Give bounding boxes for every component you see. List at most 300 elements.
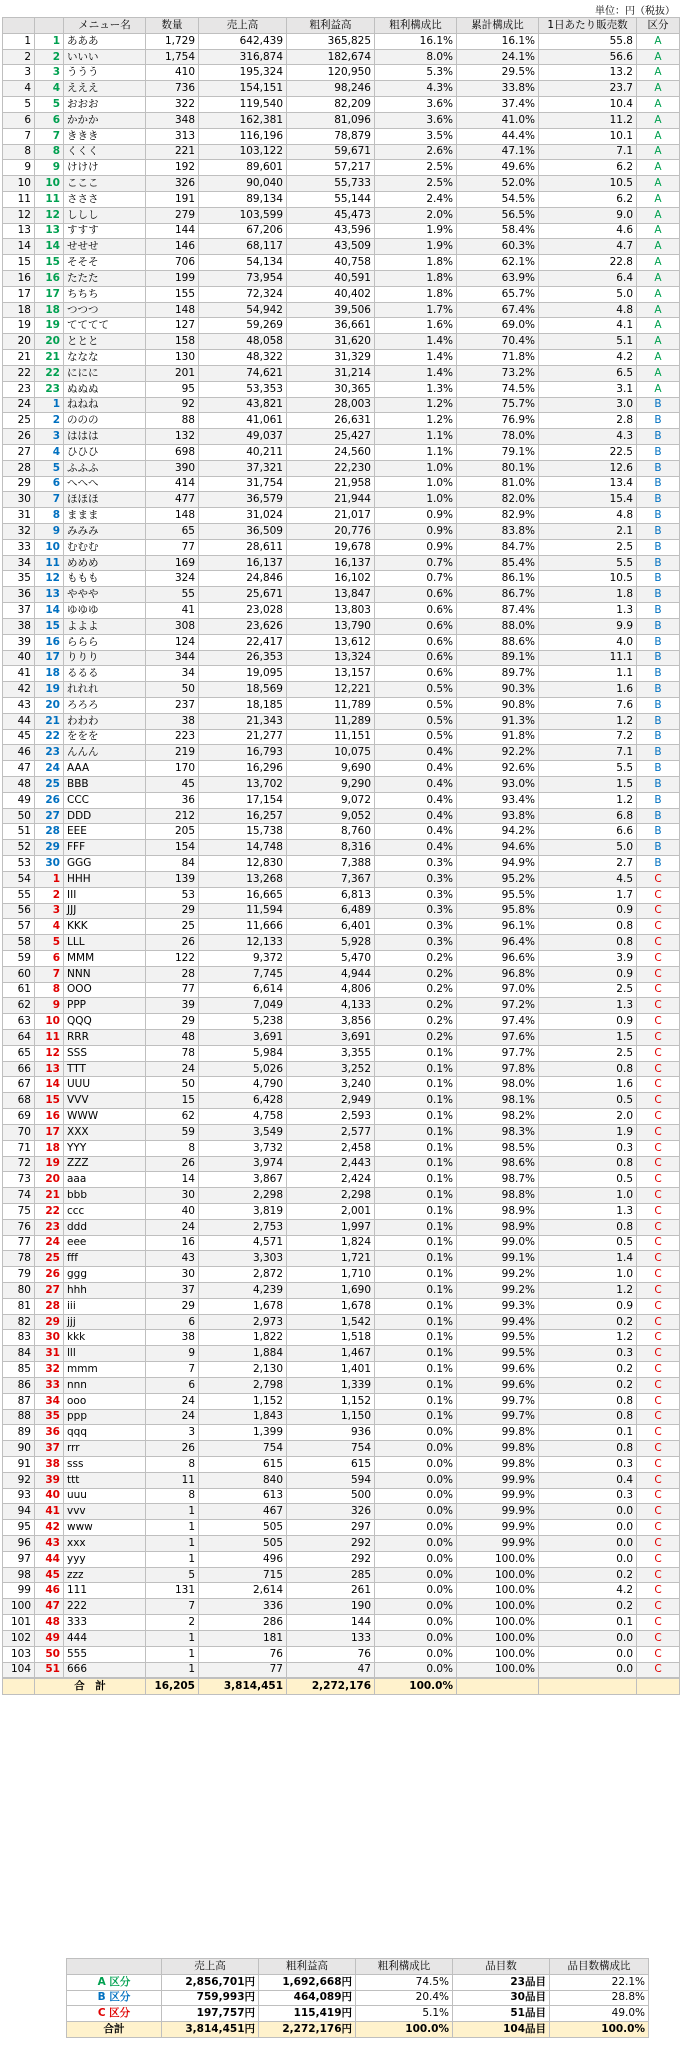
daily-sales-cell: 3.9 [539, 950, 637, 966]
row-number-cell: 52 [3, 840, 35, 856]
menu-name-cell: ううう [64, 65, 146, 81]
menu-name-cell: PPP [64, 998, 146, 1014]
profit-ratio-cell: 8.0% [375, 49, 457, 65]
cumulative-ratio-cell: 98.1% [457, 1093, 539, 1109]
menu-name-cell: NNN [64, 966, 146, 982]
menu-name-cell: ちちち [64, 286, 146, 302]
cumulative-ratio-cell: 98.3% [457, 1124, 539, 1140]
summary-items: 51品目 [453, 2006, 550, 2022]
row-number-cell: 31 [3, 508, 35, 524]
daily-sales-cell: 0.9 [539, 966, 637, 982]
class-cell: C [637, 966, 680, 982]
menu-name-cell: nnn [64, 1377, 146, 1393]
profit-ratio-cell: 0.1% [375, 1140, 457, 1156]
gross-profit-cell: 144 [287, 1615, 375, 1631]
daily-sales-cell: 0.8 [539, 935, 637, 951]
daily-sales-cell: 1.2 [539, 792, 637, 808]
table-row [3, 429, 680, 445]
daily-sales-cell: 2.1 [539, 524, 637, 540]
sales-cell: 2,298 [199, 1188, 287, 1204]
profit-ratio-cell: 0.1% [375, 1109, 457, 1125]
menu-name-cell: ををを [64, 729, 146, 745]
sales-cell: 89,134 [199, 191, 287, 207]
sales-cell: 615 [199, 1456, 287, 1472]
table-row [3, 1409, 680, 1425]
class-rank-cell: 23 [35, 381, 64, 397]
daily-sales-cell: 0.3 [539, 1346, 637, 1362]
class-rank-cell: 24 [35, 1235, 64, 1251]
total-qty: 16,205 [146, 1678, 199, 1694]
class-rank-cell: 19 [35, 1156, 64, 1172]
table-row [3, 1203, 680, 1219]
table-row [3, 697, 680, 713]
class-cell: B [637, 650, 680, 666]
cumulative-ratio-cell: 99.5% [457, 1346, 539, 1362]
cumulative-ratio-cell: 65.7% [457, 286, 539, 302]
table-row [3, 255, 680, 271]
class-cell: B [637, 397, 680, 413]
daily-sales-cell: 1.8 [539, 587, 637, 603]
row-number-cell: 51 [3, 824, 35, 840]
table-row [3, 1156, 680, 1172]
class-rank-cell: 11 [35, 1030, 64, 1046]
table-row [3, 1030, 680, 1046]
total-ratio: 100.0% [375, 1678, 457, 1694]
gross-profit-cell: 2,001 [287, 1203, 375, 1219]
quantity-cell: 78 [146, 1045, 199, 1061]
gross-profit-cell: 25,427 [287, 429, 375, 445]
row-number-cell: 88 [3, 1409, 35, 1425]
cumulative-ratio-cell: 96.1% [457, 919, 539, 935]
cumulative-ratio-cell: 29.5% [457, 65, 539, 81]
gross-profit-cell: 55,733 [287, 176, 375, 192]
gross-profit-cell: 1,150 [287, 1409, 375, 1425]
cumulative-ratio-cell: 92.2% [457, 745, 539, 761]
table-row [3, 460, 680, 476]
sales-cell: 13,702 [199, 777, 287, 793]
sales-cell: 116,196 [199, 128, 287, 144]
col-header-sub [35, 18, 64, 34]
profit-ratio-cell: 0.5% [375, 697, 457, 713]
profit-ratio-cell: 0.1% [375, 1346, 457, 1362]
class-cell: B [637, 524, 680, 540]
sales-cell: 613 [199, 1488, 287, 1504]
menu-name-cell: 555 [64, 1646, 146, 1662]
profit-ratio-cell: 3.6% [375, 112, 457, 128]
gross-profit-cell: 2,577 [287, 1124, 375, 1140]
row-number-cell: 97 [3, 1551, 35, 1567]
table-row [3, 1472, 680, 1488]
row-number-cell: 92 [3, 1472, 35, 1488]
daily-sales-cell: 0.0 [539, 1646, 637, 1662]
row-number-cell: 40 [3, 650, 35, 666]
profit-ratio-cell: 0.1% [375, 1283, 457, 1299]
cumulative-ratio-cell: 100.0% [457, 1551, 539, 1567]
gross-profit-cell: 9,052 [287, 808, 375, 824]
menu-name-cell: fff [64, 1251, 146, 1267]
profit-ratio-cell: 1.2% [375, 413, 457, 429]
table-row [3, 1014, 680, 1030]
row-number-cell: 5 [3, 97, 35, 113]
row-number-cell: 85 [3, 1362, 35, 1378]
cumulative-ratio-cell: 99.8% [457, 1456, 539, 1472]
quantity-cell: 1 [146, 1662, 199, 1678]
gross-profit-cell: 4,133 [287, 998, 375, 1014]
sales-cell: 23,626 [199, 618, 287, 634]
table-row [3, 729, 680, 745]
cumulative-ratio-cell: 93.0% [457, 777, 539, 793]
sales-cell: 16,793 [199, 745, 287, 761]
class-rank-cell: 7 [35, 966, 64, 982]
daily-sales-cell: 5.1 [539, 334, 637, 350]
gross-profit-cell: 6,813 [287, 887, 375, 903]
class-rank-cell: 2 [35, 49, 64, 65]
daily-sales-cell: 0.0 [539, 1630, 637, 1646]
profit-ratio-cell: 3.6% [375, 97, 457, 113]
cumulative-ratio-cell: 97.8% [457, 1061, 539, 1077]
daily-sales-cell: 7.1 [539, 745, 637, 761]
row-number-cell: 76 [3, 1219, 35, 1235]
sales-cell: 40,211 [199, 444, 287, 460]
row-number-cell: 90 [3, 1441, 35, 1457]
cumulative-ratio-cell: 91.8% [457, 729, 539, 745]
class-rank-cell: 49 [35, 1630, 64, 1646]
menu-name-cell: jjj [64, 1314, 146, 1330]
quantity-cell: 39 [146, 998, 199, 1014]
class-rank-cell: 19 [35, 318, 64, 334]
class-cell: C [637, 982, 680, 998]
table-row [3, 1045, 680, 1061]
daily-sales-cell: 4.8 [539, 302, 637, 318]
sales-cell: 2,973 [199, 1314, 287, 1330]
daily-sales-cell: 1.2 [539, 1283, 637, 1299]
table-row [3, 1362, 680, 1378]
class-cell: C [637, 1615, 680, 1631]
sales-cell: 3,867 [199, 1172, 287, 1188]
menu-name-cell: lll [64, 1346, 146, 1362]
daily-sales-cell: 3.1 [539, 381, 637, 397]
menu-name-cell: yyy [64, 1551, 146, 1567]
row-number-cell: 63 [3, 1014, 35, 1030]
gross-profit-cell: 3,252 [287, 1061, 375, 1077]
profit-ratio-cell: 0.1% [375, 1172, 457, 1188]
summary-label: A 区分 [67, 1974, 162, 1990]
table-row [3, 33, 680, 49]
daily-sales-cell: 1.5 [539, 777, 637, 793]
daily-sales-cell: 0.0 [539, 1504, 637, 1520]
table-row [3, 1235, 680, 1251]
quantity-cell: 477 [146, 492, 199, 508]
menu-name-cell: AAA [64, 761, 146, 777]
class-cell: B [637, 603, 680, 619]
class-rank-cell: 3 [35, 429, 64, 445]
daily-sales-cell: 3.0 [539, 397, 637, 413]
total-label: 合 計 [35, 1678, 146, 1694]
daily-sales-cell: 2.5 [539, 982, 637, 998]
gross-profit-cell: 1,518 [287, 1330, 375, 1346]
row-number-cell: 86 [3, 1377, 35, 1393]
quantity-cell: 2 [146, 1615, 199, 1631]
row-number-cell: 24 [3, 397, 35, 413]
menu-name-cell: ととと [64, 334, 146, 350]
row-number-cell: 6 [3, 112, 35, 128]
class-cell: B [637, 587, 680, 603]
sales-cell: 840 [199, 1472, 287, 1488]
menu-name-cell: えええ [64, 81, 146, 97]
quantity-cell: 24 [146, 1219, 199, 1235]
sales-cell: 754 [199, 1441, 287, 1457]
class-cell: C [637, 1646, 680, 1662]
table-row [3, 1630, 680, 1646]
sales-cell: 496 [199, 1551, 287, 1567]
gross-profit-cell: 594 [287, 1472, 375, 1488]
class-cell: A [637, 302, 680, 318]
class-rank-cell: 17 [35, 650, 64, 666]
gross-profit-cell: 2,298 [287, 1188, 375, 1204]
class-cell: B [637, 508, 680, 524]
class-rank-cell: 27 [35, 808, 64, 824]
cumulative-ratio-cell: 96.4% [457, 935, 539, 951]
class-rank-cell: 15 [35, 1093, 64, 1109]
total-blank-daily [539, 1678, 637, 1694]
daily-sales-cell: 10.4 [539, 97, 637, 113]
table-row [3, 919, 680, 935]
menu-name-cell: HHH [64, 871, 146, 887]
sales-cell: 181 [199, 1630, 287, 1646]
cumulative-ratio-cell: 95.8% [457, 903, 539, 919]
menu-name-cell: VVV [64, 1093, 146, 1109]
daily-sales-cell: 13.2 [539, 65, 637, 81]
profit-ratio-cell: 1.9% [375, 223, 457, 239]
sales-cell: 5,026 [199, 1061, 287, 1077]
daily-sales-cell: 10.5 [539, 571, 637, 587]
menu-name-cell: ねねね [64, 397, 146, 413]
sales-cell: 11,666 [199, 919, 287, 935]
sales-cell: 31,754 [199, 476, 287, 492]
cumulative-ratio-cell: 85.4% [457, 555, 539, 571]
menu-name-cell: BBB [64, 777, 146, 793]
row-number-cell: 26 [3, 429, 35, 445]
class-cell: A [637, 286, 680, 302]
table-row [3, 176, 680, 192]
quantity-cell: 144 [146, 223, 199, 239]
profit-ratio-cell: 1.8% [375, 286, 457, 302]
sales-cell: 17,154 [199, 792, 287, 808]
gross-profit-cell: 31,620 [287, 334, 375, 350]
sales-cell: 23,028 [199, 603, 287, 619]
class-cell: C [637, 1662, 680, 1678]
cumulative-ratio-cell: 97.6% [457, 1030, 539, 1046]
menu-name-cell: ooo [64, 1393, 146, 1409]
quantity-cell: 26 [146, 1441, 199, 1457]
row-number-cell: 9 [3, 160, 35, 176]
class-rank-cell: 41 [35, 1504, 64, 1520]
sales-cell: 90,040 [199, 176, 287, 192]
quantity-cell: 698 [146, 444, 199, 460]
gross-profit-cell: 10,075 [287, 745, 375, 761]
total-profit: 2,272,176 [287, 1678, 375, 1694]
class-rank-cell: 7 [35, 128, 64, 144]
table-row [3, 1456, 680, 1472]
sales-cell: 2,872 [199, 1267, 287, 1283]
cumulative-ratio-cell: 74.5% [457, 381, 539, 397]
menu-name-cell: ままま [64, 508, 146, 524]
sales-cell: 16,665 [199, 887, 287, 903]
profit-ratio-cell: 0.0% [375, 1504, 457, 1520]
sales-cell: 48,322 [199, 350, 287, 366]
quantity-cell: 30 [146, 1267, 199, 1283]
class-rank-cell: 30 [35, 1330, 64, 1346]
sales-cell: 2,614 [199, 1583, 287, 1599]
profit-ratio-cell: 0.1% [375, 1188, 457, 1204]
cumulative-ratio-cell: 100.0% [457, 1567, 539, 1583]
table-row [3, 966, 680, 982]
quantity-cell: 308 [146, 618, 199, 634]
summary-header-ratio: 粗利構成比 [356, 1959, 453, 1975]
profit-ratio-cell: 1.3% [375, 381, 457, 397]
profit-ratio-cell: 0.6% [375, 634, 457, 650]
class-cell: C [637, 1630, 680, 1646]
class-rank-cell: 40 [35, 1488, 64, 1504]
gross-profit-cell: 1,721 [287, 1251, 375, 1267]
row-number-cell: 68 [3, 1093, 35, 1109]
row-number-cell: 14 [3, 239, 35, 255]
cumulative-ratio-cell: 89.1% [457, 650, 539, 666]
class-rank-cell: 51 [35, 1662, 64, 1678]
row-number-cell: 73 [3, 1172, 35, 1188]
gross-profit-cell: 78,879 [287, 128, 375, 144]
class-cell: A [637, 176, 680, 192]
class-rank-cell: 1 [35, 871, 64, 887]
profit-ratio-cell: 0.2% [375, 966, 457, 982]
class-rank-cell: 13 [35, 223, 64, 239]
class-cell: C [637, 1536, 680, 1552]
sales-cell: 37,321 [199, 460, 287, 476]
sales-cell: 4,758 [199, 1109, 287, 1125]
class-rank-cell: 43 [35, 1536, 64, 1552]
gross-profit-cell: 2,593 [287, 1109, 375, 1125]
quantity-cell: 29 [146, 1298, 199, 1314]
class-cell: B [637, 476, 680, 492]
daily-sales-cell: 1.6 [539, 682, 637, 698]
menu-name-cell: QQQ [64, 1014, 146, 1030]
profit-ratio-cell: 0.1% [375, 1045, 457, 1061]
class-rank-cell: 12 [35, 1045, 64, 1061]
sales-cell: 505 [199, 1536, 287, 1552]
quantity-cell: 84 [146, 856, 199, 872]
summary-header-items: 品目数 [453, 1959, 550, 1975]
class-rank-cell: 18 [35, 1140, 64, 1156]
profit-ratio-cell: 0.1% [375, 1156, 457, 1172]
cumulative-ratio-cell: 98.9% [457, 1203, 539, 1219]
table-row [3, 286, 680, 302]
cumulative-ratio-cell: 89.7% [457, 666, 539, 682]
sales-cell: 2,798 [199, 1377, 287, 1393]
abc-analysis-table [2, 17, 680, 1695]
cumulative-ratio-cell: 99.3% [457, 1298, 539, 1314]
cumulative-ratio-cell: 98.6% [457, 1156, 539, 1172]
class-cell: B [637, 697, 680, 713]
row-number-cell: 12 [3, 207, 35, 223]
daily-sales-cell: 6.5 [539, 365, 637, 381]
menu-name-cell: LLL [64, 935, 146, 951]
profit-ratio-cell: 0.4% [375, 824, 457, 840]
menu-name-cell: おおお [64, 97, 146, 113]
class-cell: C [637, 919, 680, 935]
table-row [3, 1488, 680, 1504]
class-cell: B [637, 856, 680, 872]
quantity-cell: 131 [146, 1583, 199, 1599]
class-rank-cell: 29 [35, 840, 64, 856]
menu-name-cell: つつつ [64, 302, 146, 318]
summary-row [67, 2022, 649, 2038]
profit-ratio-cell: 1.4% [375, 350, 457, 366]
menu-name-cell: たたた [64, 271, 146, 287]
class-cell: C [637, 1551, 680, 1567]
profit-ratio-cell: 0.1% [375, 1235, 457, 1251]
menu-name-cell: ららら [64, 634, 146, 650]
daily-sales-cell: 5.5 [539, 555, 637, 571]
class-rank-cell: 18 [35, 302, 64, 318]
summary-header-sales: 売上高 [162, 1959, 259, 1975]
profit-ratio-cell: 0.6% [375, 650, 457, 666]
menu-name-cell: iii [64, 1298, 146, 1314]
profit-ratio-cell: 2.5% [375, 160, 457, 176]
cumulative-ratio-cell: 71.8% [457, 350, 539, 366]
quantity-cell: 7 [146, 1599, 199, 1615]
class-cell: B [637, 824, 680, 840]
cumulative-ratio-cell: 100.0% [457, 1662, 539, 1678]
row-number-cell: 18 [3, 302, 35, 318]
table-row [3, 1283, 680, 1299]
class-cell: A [637, 112, 680, 128]
profit-ratio-cell: 0.6% [375, 587, 457, 603]
row-number-cell: 93 [3, 1488, 35, 1504]
total-sales: 3,814,451 [199, 1678, 287, 1694]
row-number-cell: 59 [3, 950, 35, 966]
class-rank-cell: 8 [35, 144, 64, 160]
gross-profit-cell: 1,467 [287, 1346, 375, 1362]
menu-name-cell: ぬぬぬ [64, 381, 146, 397]
row-number-cell: 16 [3, 271, 35, 287]
quantity-cell: 155 [146, 286, 199, 302]
daily-sales-cell: 0.8 [539, 1219, 637, 1235]
quantity-cell: 53 [146, 887, 199, 903]
cumulative-ratio-cell: 37.4% [457, 97, 539, 113]
table-row [3, 840, 680, 856]
cumulative-ratio-cell: 97.7% [457, 1045, 539, 1061]
gross-profit-cell: 47 [287, 1662, 375, 1678]
table-row [3, 1583, 680, 1599]
daily-sales-cell: 0.5 [539, 1172, 637, 1188]
row-number-cell: 20 [3, 334, 35, 350]
table-row [3, 713, 680, 729]
cumulative-ratio-cell: 100.0% [457, 1630, 539, 1646]
class-cell: B [637, 460, 680, 476]
summary-header-row [67, 1959, 649, 1975]
daily-sales-cell: 0.8 [539, 919, 637, 935]
gross-profit-cell: 6,489 [287, 903, 375, 919]
sales-cell: 505 [199, 1520, 287, 1536]
class-cell: A [637, 207, 680, 223]
sales-cell: 1,843 [199, 1409, 287, 1425]
menu-name-cell: vvv [64, 1504, 146, 1520]
summary-sales: 759,993円 [162, 1990, 259, 2006]
cumulative-ratio-cell: 80.1% [457, 460, 539, 476]
daily-sales-cell: 2.5 [539, 1045, 637, 1061]
profit-ratio-cell: 5.3% [375, 65, 457, 81]
class-cell: B [637, 682, 680, 698]
